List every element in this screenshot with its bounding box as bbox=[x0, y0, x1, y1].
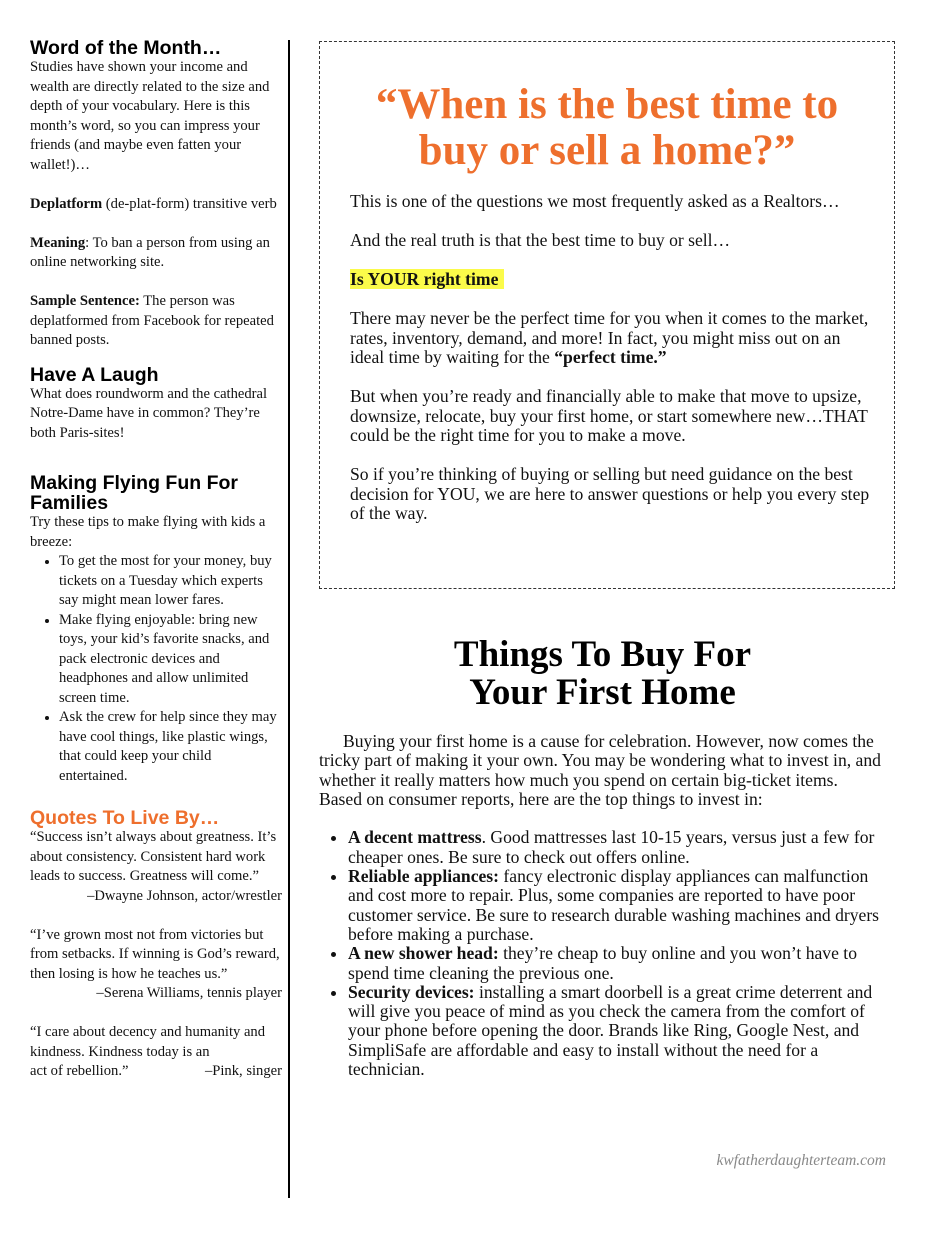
featured-box bbox=[319, 41, 895, 589]
quote-3-end: act of rebellion.” –Pink, singer bbox=[30, 1062, 282, 1082]
list-item: • A new shower head: they’re cheap to buy online and you won’t have to spend time cleaning the previous one. bbox=[348, 944, 881, 983]
article-body bbox=[319, 732, 881, 1079]
featured-title: “When is the best time to buy or sell a home?” bbox=[375, 81, 839, 174]
article-intro: Buying your first home is a cause for celebration. However, now comes the tricky part of making it your own. You may be wondering what to invest in, and whether it really matters how much you spend on certain big-ticket items. Based on consumer reports, here are the top things to invest in: bbox=[319, 731, 881, 809]
list-item: • A decent mattress. Good mattresses last 10-15 years, versus just a few for cheaper ones. Be sure to check out offers online. bbox=[348, 828, 881, 867]
featured-body bbox=[350, 192, 875, 543]
column-divider bbox=[288, 40, 290, 1198]
list-item: • Ask the crew for help since they may have cool things, like plastic wings, that could keep your child entertained. bbox=[59, 708, 282, 786]
featured-highlight-line bbox=[350, 270, 875, 290]
list-item: • To get the most for your money, buy tickets on a Tuesday which experts say might mean lower fares. bbox=[59, 552, 282, 611]
word-meaning: Meaning: To ban a person from using an online networking site. bbox=[30, 234, 270, 270]
quote-2-author: –Serena Williams, tennis player bbox=[96, 985, 282, 1001]
word-sample: Sample Sentence: The person was deplatformed from Facebook for repeated banned posts. bbox=[30, 293, 274, 348]
featured-paragraph: And the real truth is that the best time to buy or sell… bbox=[350, 230, 731, 250]
list-item: • Reliable appliances: fancy electronic display appliances can malfunction and cost more to repair. Plus, some companies are reported to have poor customer service. Be sure to research durable washing machines and dryers before making a purchase. bbox=[348, 867, 881, 944]
quote-1-author: –Dwayne Johnson, actor/wrestler bbox=[87, 887, 282, 904]
flying-heading: Making Flying Fun For Families bbox=[30, 472, 238, 514]
list-item: • Security devices: installing a smart doorbell is a great crime deterrent and will give you peace of mind as you check the camera from the comfort of your phone before opening the door. Brands like Ring, Google Nest, and SimpliSafe are affordable and easy to install without the need for a technician. bbox=[348, 983, 881, 1079]
featured-paragraph: So if you’re thinking of buying or selling but need guidance on the best decision for YOU, we are here to answer questions or help you every step of the way. bbox=[350, 464, 870, 523]
quotes-heading: Quotes To Live By… bbox=[30, 807, 220, 829]
footer-website: kwfatherdaughterteam.com bbox=[716, 1152, 886, 1169]
sidebar bbox=[30, 38, 282, 1082]
word-of-month-heading: Word of the Month… bbox=[30, 37, 222, 59]
highlight-text: Is YOUR right time bbox=[350, 269, 504, 289]
featured-paragraph: This is one of the questions we most frequently asked as a Realtors… bbox=[350, 191, 840, 211]
word-intro: Studies have shown your income and wealth are directly related to the size and depth of your vocabulary. Here is this month’s word, so you can impress your friends (and maybe even fatten your wallet!)… bbox=[30, 59, 270, 173]
quote-3-author: –Pink, singer bbox=[204, 1063, 282, 1079]
flying-tips-list bbox=[30, 552, 282, 786]
laugh-text: What does roundworm and the cathedral Notre-Dame have in common? They’re both Paris-sites! bbox=[30, 385, 268, 441]
article-title: Things To Buy For Your First Home bbox=[453, 634, 752, 713]
flying-intro: Try these tips to make flying with kids a breeze: bbox=[30, 514, 266, 550]
laugh-heading: Have A Laugh bbox=[30, 363, 159, 386]
word-definition: Deplatform (de-plat-form) transitive verb bbox=[30, 195, 277, 212]
quote-1: “Success isn’t always about greatness. It’s about consistency. Consistent hard work leads to success. Greatness will come.” bbox=[30, 829, 277, 884]
featured-paragraph: But when you’re ready and financially able to make that move to upsize, downsize, relocate, buy your first home, or start somewhere new…THAT could be the right time for you to make a move. bbox=[350, 386, 868, 445]
quote-3: “I care about decency and humanity and kindness. Kindness today is an bbox=[30, 1024, 266, 1060]
list-item: • Make flying enjoyable: bring new toys, your kid’s favorite snacks, and pack electronic devices and headphones and allow unlimited screen time. bbox=[59, 611, 282, 709]
quote-2: “I’ve grown most not from victories but from setbacks. If winning is God’s reward, then losing is how he teaches us.” bbox=[30, 926, 280, 982]
article-list bbox=[319, 828, 881, 1079]
word-term: Deplatform bbox=[30, 195, 103, 212]
featured-paragraph: There may never be the perfect time for you when it comes to the market, rates, inventory, demand, and more! In fact, you might miss out on an ideal time by waiting for the “perfect time.” bbox=[350, 308, 869, 367]
